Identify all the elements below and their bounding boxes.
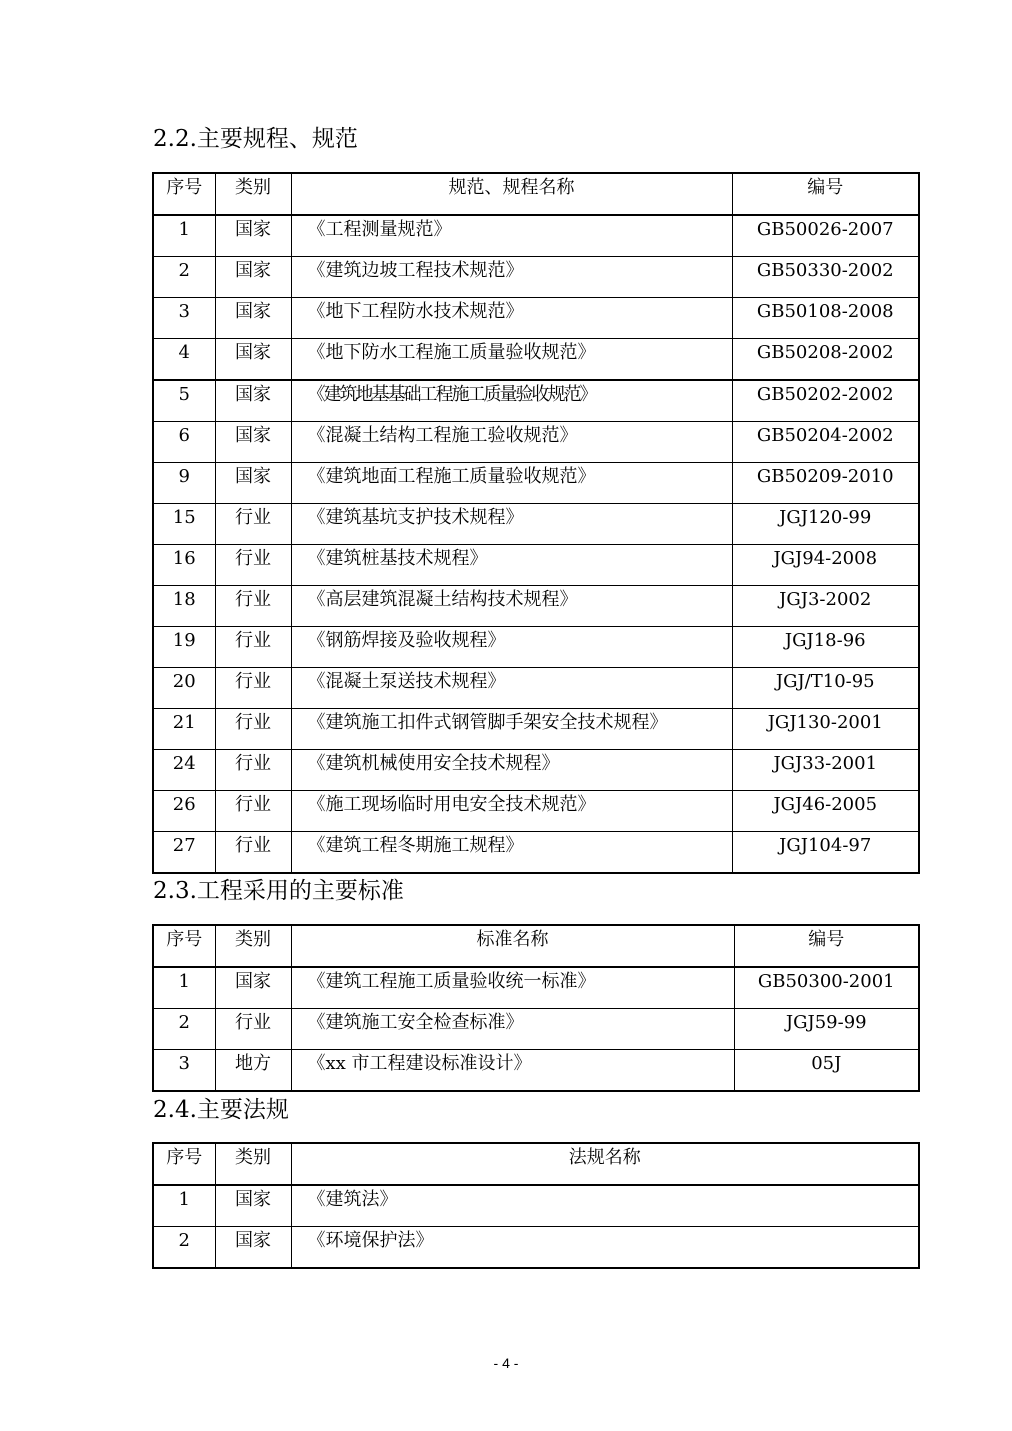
table-cell: 19 — [153, 627, 215, 668]
table-row — [153, 668, 919, 709]
table-cell: 21 — [153, 709, 215, 750]
table-cell: 国家 — [215, 215, 291, 257]
table-cell: 行业 — [215, 709, 291, 750]
table-cell: 行业 — [215, 791, 291, 832]
table-cell: 《建筑工程冬期施工规程》 — [291, 832, 732, 874]
table-row — [153, 257, 919, 298]
table-cell: JGJ46-2005 — [732, 791, 919, 832]
table-cell: JGJ130-2001 — [732, 709, 919, 750]
column-header: 类别 — [215, 173, 291, 215]
table-cell: 《地下工程防水技术规范》 — [291, 298, 732, 339]
table-cell: 国家 — [215, 967, 291, 1009]
table-cell: GB50209-2010 — [732, 463, 919, 504]
table-cell: 《建筑法》 — [291, 1185, 919, 1227]
table-cell: 《钢筋焊接及验收规程》 — [291, 627, 732, 668]
table-cell: 地方 — [215, 1050, 291, 1092]
table-cell: GB50202-2002 — [732, 380, 919, 422]
table-cell: 国家 — [215, 463, 291, 504]
table-row — [153, 504, 919, 545]
section-2-2-title: 2.2.主要规程、规范 — [153, 126, 358, 152]
table-row — [153, 1009, 919, 1050]
laws-table — [152, 1142, 920, 1269]
column-header: 序号 — [153, 1143, 215, 1185]
table-cell: JGJ18-96 — [732, 627, 919, 668]
table-cell: JGJ3-2002 — [732, 586, 919, 627]
table-cell: 《建筑地基基础工程施工质量验收规范》 — [291, 380, 732, 422]
table-cell: GB50108-2008 — [732, 298, 919, 339]
table-row — [153, 709, 919, 750]
table-row — [153, 298, 919, 339]
table-cell: 《混凝土结构工程施工验收规范》 — [291, 422, 732, 463]
table-row — [153, 586, 919, 627]
table-cell: 1 — [153, 1185, 215, 1227]
table-cell: 2 — [153, 257, 215, 298]
table-cell: 《建筑工程施工质量验收统一标准》 — [291, 967, 734, 1009]
table-row — [153, 545, 919, 586]
table-cell: 《建筑施工扣件式钢管脚手架安全技术规程》 — [291, 709, 732, 750]
table-cell: JGJ94-2008 — [732, 545, 919, 586]
table-cell: 20 — [153, 668, 215, 709]
page-number: - 4 - — [493, 1355, 519, 1371]
table-row — [153, 1227, 919, 1269]
table-cell: 《工程测量规范》 — [291, 215, 732, 257]
table-cell: 27 — [153, 832, 215, 874]
table-row — [153, 1050, 919, 1092]
table-cell: JGJ104-97 — [732, 832, 919, 874]
table-cell: 国家 — [215, 298, 291, 339]
table-cell: GB50208-2002 — [732, 339, 919, 381]
table-cell: 《建筑基坑支护技术规程》 — [291, 504, 732, 545]
column-header: 规范、规程名称 — [291, 173, 732, 215]
table-cell: 《建筑机械使用安全技术规程》 — [291, 750, 732, 791]
column-header: 编号 — [734, 925, 919, 967]
table-cell: 15 — [153, 504, 215, 545]
table-cell: 18 — [153, 586, 215, 627]
column-header: 序号 — [153, 173, 215, 215]
table-cell: 2 — [153, 1009, 215, 1050]
table-cell: 行业 — [215, 1009, 291, 1050]
table-cell: 《xx 市工程建设标准设计》 — [291, 1050, 734, 1092]
table-cell: 《建筑边坡工程技术规范》 — [291, 257, 732, 298]
table-row — [153, 422, 919, 463]
table-row — [153, 791, 919, 832]
column-header: 标准名称 — [291, 925, 734, 967]
table-cell: 国家 — [215, 257, 291, 298]
table-row — [153, 1185, 919, 1227]
table-cell: 3 — [153, 298, 215, 339]
column-header: 序号 — [153, 925, 215, 967]
table-cell: 国家 — [215, 380, 291, 422]
standards-table — [152, 924, 920, 1092]
table-cell: 《地下防水工程施工质量验收规范》 — [291, 339, 732, 381]
table-row — [153, 832, 919, 874]
column-header: 类别 — [215, 1143, 291, 1185]
table-cell: 行业 — [215, 545, 291, 586]
table-cell: 《混凝土泵送技术规程》 — [291, 668, 732, 709]
table-row — [153, 215, 919, 257]
column-header: 类别 — [215, 925, 291, 967]
table-cell: GB50330-2002 — [732, 257, 919, 298]
table-cell: GB50204-2002 — [732, 422, 919, 463]
section-2-3-title: 2.3.工程采用的主要标准 — [153, 878, 404, 904]
table-cell: 4 — [153, 339, 215, 381]
table-cell: 《环境保护法》 — [291, 1227, 919, 1269]
table-cell: 6 — [153, 422, 215, 463]
section-2-4-title: 2.4.主要法规 — [153, 1097, 289, 1123]
table-cell: 1 — [153, 967, 215, 1009]
table-cell: JGJ59-99 — [734, 1009, 919, 1050]
table-cell: 《建筑桩基技术规程》 — [291, 545, 732, 586]
regulations-table — [152, 172, 920, 874]
table-cell: 《高层建筑混凝土结构技术规程》 — [291, 586, 732, 627]
table-row — [153, 627, 919, 668]
table-cell: 行业 — [215, 504, 291, 545]
table-cell: 3 — [153, 1050, 215, 1092]
table-cell: 16 — [153, 545, 215, 586]
table-cell: 国家 — [215, 1185, 291, 1227]
table-cell: 《建筑施工安全检查标准》 — [291, 1009, 734, 1050]
column-header: 编号 — [732, 173, 919, 215]
table-cell: 2 — [153, 1227, 215, 1269]
table-row — [153, 967, 919, 1009]
table-cell: 9 — [153, 463, 215, 504]
table-cell: 国家 — [215, 1227, 291, 1269]
table-cell: 国家 — [215, 339, 291, 381]
table-cell: 行业 — [215, 832, 291, 874]
table-header-row — [153, 173, 919, 215]
table-cell: 行业 — [215, 586, 291, 627]
table-cell: 行业 — [215, 668, 291, 709]
table-cell: 24 — [153, 750, 215, 791]
table-cell: 26 — [153, 791, 215, 832]
table-cell: JGJ33-2001 — [732, 750, 919, 791]
table-cell: JGJ/T10-95 — [732, 668, 919, 709]
table-row — [153, 339, 919, 381]
table-cell: 1 — [153, 215, 215, 257]
table-cell: GB50300-2001 — [734, 967, 919, 1009]
table-cell: GB50026-2007 — [732, 215, 919, 257]
table-cell: 05J — [734, 1050, 919, 1092]
table-row — [153, 463, 919, 504]
table-row — [153, 380, 919, 422]
table-header-row — [153, 925, 919, 967]
table-cell: 《施工现场临时用电安全技术规范》 — [291, 791, 732, 832]
table-cell: 《建筑地面工程施工质量验收规范》 — [291, 463, 732, 504]
table-cell: 行业 — [215, 750, 291, 791]
table-cell: 行业 — [215, 627, 291, 668]
table-header-row — [153, 1143, 919, 1185]
table-cell: 国家 — [215, 422, 291, 463]
table-cell: 5 — [153, 380, 215, 422]
column-header: 法规名称 — [291, 1143, 919, 1185]
table-row — [153, 750, 919, 791]
table-cell: JGJ120-99 — [732, 504, 919, 545]
